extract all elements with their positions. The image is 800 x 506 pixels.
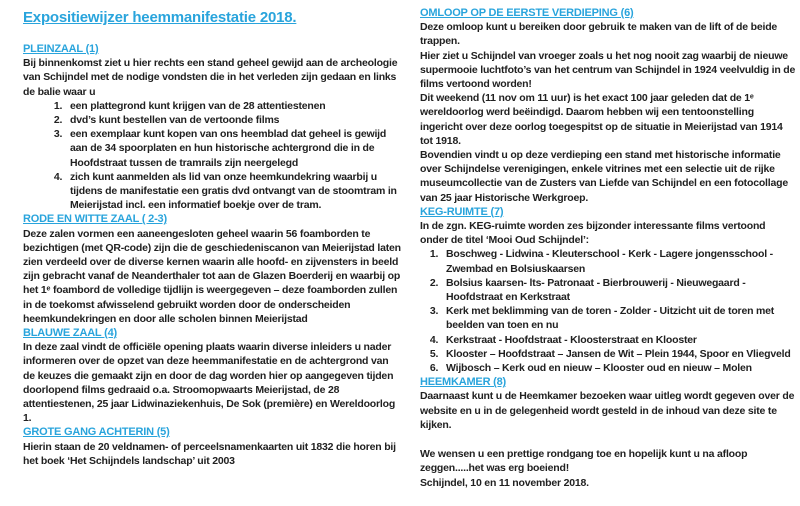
section-grote-gang [23,425,402,468]
paragraph-omloop-3: Dit weekend (11 nov om 11 uur) is het exact 100 jaar geleden dat de 1ᵉ wereldoorlog werd beëindigd. Daarom hebben wij een tentoonstelling ingericht over deze oorlog toegespitst op de situatie in Meierijstad van 1914 tot 1918. [420,92,783,147]
heading-grote-gang: GROTE GANG ACHTERIN (5) [23,426,170,439]
heading-omloop: OMLOOP OP DE EERSTE VERDIEPING (6) [420,7,634,19]
paragraph-blauwe-zaal: In deze zaal vindt de officiële opening plaats waarin diverse inleiders u nader informeren over de opzet van deze heemmanifestatie en de achtergrond van de keuzes die gemaakt zijn en door de dag worden hier op aangegeven tijden doorlopend films gedraaid o.a. Stroomopwaarts Meierijstad, de 28 attentiestenen, 25 jaar Lidwinaziekenhuis, De Sok (première) en Wereldoorlog 1. [23,341,396,425]
film-item: 2. Bolsius kaarsen- lts- Patronaat - Bierbrouwerij - Nieuwegaard - Hoofdstraat en Kerkstraat [441,276,796,304]
document-title: Expositiewijzer heemmanifestatie 2018. [23,9,297,26]
heading-rode-witte-zaal: RODE EN WITTE ZAAL ( 2-3) [23,213,167,226]
heading-heemkamer: HEEMKAMER (8) [420,376,507,389]
paragraph-heemkamer: Daarnaast kunt u de Heemkamer bezoeken waar uitleg wordt gegeven over de website en u in de gelegenheid wordt gesteld in de inhoud van deze site te kijken. [420,390,795,431]
section-omloop [420,6,796,205]
paragraph-pleinzaal-intro: Bij binnenkomst ziet u hier rechts een stand geheel gewijd aan de archeologie van Schijndel met de nodige vondsten die in het verleden zijn gedaan en links de balie waar u [23,57,398,98]
list-item: 1. een plattegrond kunt krijgen van de 28 attentiestenen [65,99,402,113]
heading-keg-ruimte: KEG-RUIMTE (7) [420,205,504,218]
list-item: 3. een exemplaar kunt kopen van ons heemblad dat geheel is gewijd aan de 34 spoorplaten en hun historische achtergrond die in de Hoofdstraat tussen de tramrails zijn neergelegd [65,127,402,170]
paragraph-grote-gang: Hierin staan de 20 veldnamen- of perceelsnamenkaarten uit 1832 die horen bij het boek ‘Het Schijndels landschap’ uit 2003 [23,440,396,467]
film-item: 3. Kerk met beklimming van de toren - Zolder - Uitzicht uit de toren met beelden van toen en nu [441,304,796,332]
list-item: 2. dvd’s kunt bestellen van de vertoonde films [65,113,402,127]
film-item: 4. Kerkstraat - Hoofdstraat - Kloosterstraat en Klooster [441,333,796,347]
list-item: 4. zich kunt aanmelden als lid van onze heemkundekring waarbij u tijdens de manifestatie een gratis dvd ontvangt van de stoomtram in Meierijstad incl. een informatief boekje over de tram. [65,170,402,213]
pleinzaal-list [23,99,402,213]
paragraph-keg-intro: In de zgn. KEG-ruimte worden zes bijzonder interessante films vertoond onder de titel ‘Mooi Oud Schijndel’: [420,220,766,247]
film-item: 1. Boschweg - Lidwina - Kleuterschool - Kerk - Lagere jongensschool - Zwembad en Bolsiuskaarsen [441,247,796,275]
paragraph-omloop-2: Hier ziet u Schijndel van vroeger zoals u het nog nooit zag waarbij de nieuwe supermooie luchtfoto’s van het centrum van Schijndel in 1924 veelvuldig in de films vertoond worden! [420,49,796,91]
closing-wish: We wensen u een prettige rondgang toe en hopelijk kunt u na afloop zeggen.....het was erg boeiend! [420,448,748,475]
paragraph-rode-witte-zaal: Deze zalen vormen een aaneengesloten geheel waarin 56 foamborden te bezichtigen (met QR-code) zijn die de geschiedeniscanon van Meierijstad laten zien verdeeld over de diverse kernen waarin alle hoofd- en zijvensters in beeld zijn gebracht vanaf de Neanderthaler tot aan de Glazen Boerderij en waarbij op het 1ᵉ foambord de volledige tijdlijn is weergegeven – deze foamborden zullen in de toekomst afwisselend gebruikt worden door de onderscheiden heemkundekringen en door alle scholen binnen Meierijstad [23,227,401,325]
section-heemkamer [420,375,796,432]
heading-pleinzaal: PLEINZAAL (1) [23,43,99,55]
paragraph-omloop-1: Deze omloop kunt u bereiken door gebruik te maken van de lift of de beide trappen. [420,21,778,48]
closing-signoff: Schijndel, 10 en 11 november 2018. [420,476,589,489]
heading-blauwe-zaal: BLAUWE ZAAL (4) [23,327,117,340]
film-item: 6. Wijbosch – Kerk oud en nieuw – Klooster oud en nieuw – Molen [441,361,796,375]
paragraph-omloop-4: Bovendien vindt u op deze verdieping een stand met historische informatie over Schijndelse verenigingen, enkele vitrines met een selectie uit de rijke museumcollectie van de Zusters van Liefde van Schijndel en een fotocollage van 25 jaar Historische Werkgroep. [420,149,788,204]
film-item: 5. Klooster – Hoofdstraat – Jansen de Wit – Plein 1944, Spoor en Vliegveld [441,347,796,361]
right-column [420,6,796,490]
section-keg-ruimte [420,205,796,375]
section-blauwe-zaal [23,326,402,425]
section-pleinzaal [23,42,402,212]
films-list [420,247,796,375]
section-rode-witte-zaal [23,212,402,326]
left-column [23,6,402,468]
